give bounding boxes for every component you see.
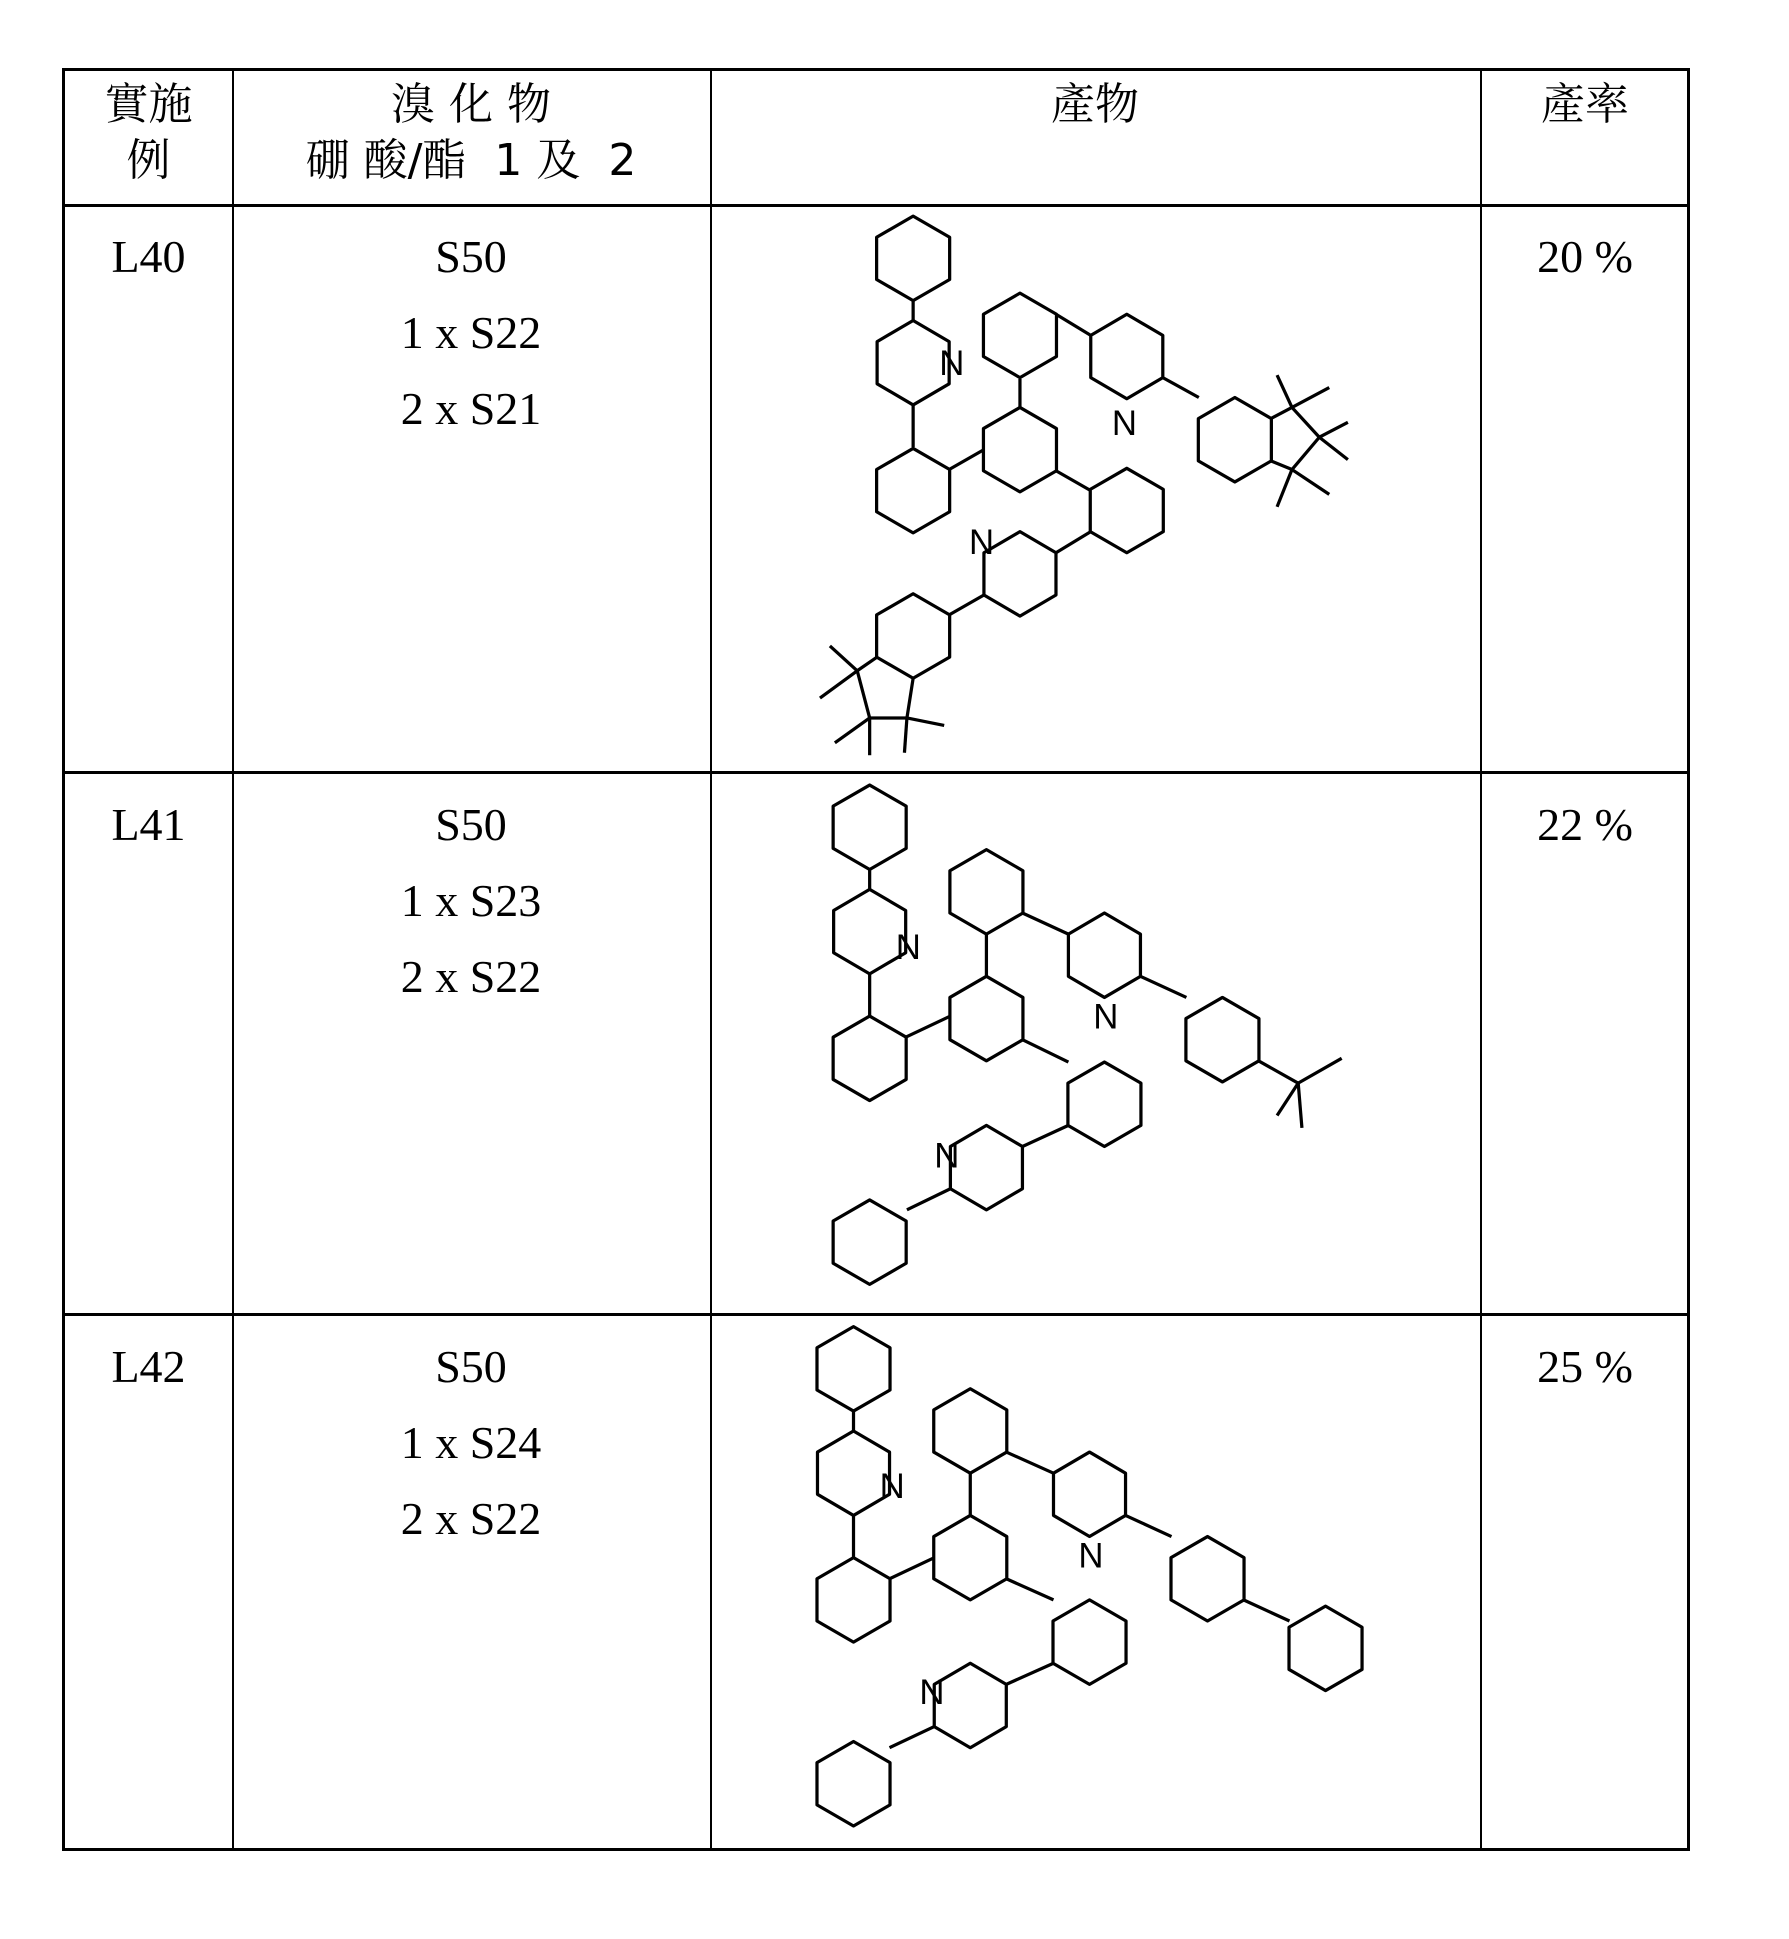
- header-yield: 產率: [1541, 79, 1629, 130]
- svg-text:N: N: [919, 1674, 945, 1713]
- reagent-boronic-1: 1 x S24: [400, 1417, 542, 1468]
- svg-text:N: N: [1093, 998, 1119, 1037]
- reagent-boronic-1: 1 x S23: [400, 875, 542, 926]
- example-id: L41: [111, 799, 186, 850]
- example-id: L40: [111, 231, 186, 282]
- molecule-l42: [817, 1327, 1362, 1826]
- reagent-bromide: S50: [435, 231, 507, 282]
- molecule-l40: [820, 216, 1348, 755]
- header-reagents-line2: 硼 酸/酯 1 及 2: [305, 135, 637, 186]
- molecule-l41: [833, 785, 1342, 1284]
- svg-text:N: N: [939, 345, 965, 384]
- yield-value: 22 %: [1537, 799, 1633, 850]
- reagent-bromide: S50: [435, 1341, 507, 1392]
- svg-text:N: N: [1111, 404, 1137, 443]
- example-id: L42: [111, 1341, 186, 1392]
- yield-value: 25 %: [1537, 1341, 1633, 1392]
- svg-text:N: N: [934, 1137, 960, 1176]
- reagent-bromide: S50: [435, 799, 507, 850]
- reagent-boronic-2: 2 x S22: [400, 951, 542, 1002]
- svg-text:N: N: [895, 928, 921, 967]
- header-reagents-line1: 溴 化 物: [391, 79, 551, 130]
- svg-text:N: N: [969, 524, 995, 563]
- svg-text:N: N: [1078, 1537, 1104, 1576]
- header-example-line1: 實施: [104, 79, 193, 130]
- header-product: 產物: [1051, 79, 1139, 130]
- reagent-boronic-2: 2 x S21: [400, 383, 542, 434]
- svg-text:N: N: [879, 1468, 905, 1507]
- yield-value: 20 %: [1537, 231, 1633, 282]
- reagent-boronic-2: 2 x S22: [400, 1493, 542, 1544]
- reagent-boronic-1: 1 x S22: [400, 307, 542, 358]
- header-example-line2: 例: [126, 135, 171, 186]
